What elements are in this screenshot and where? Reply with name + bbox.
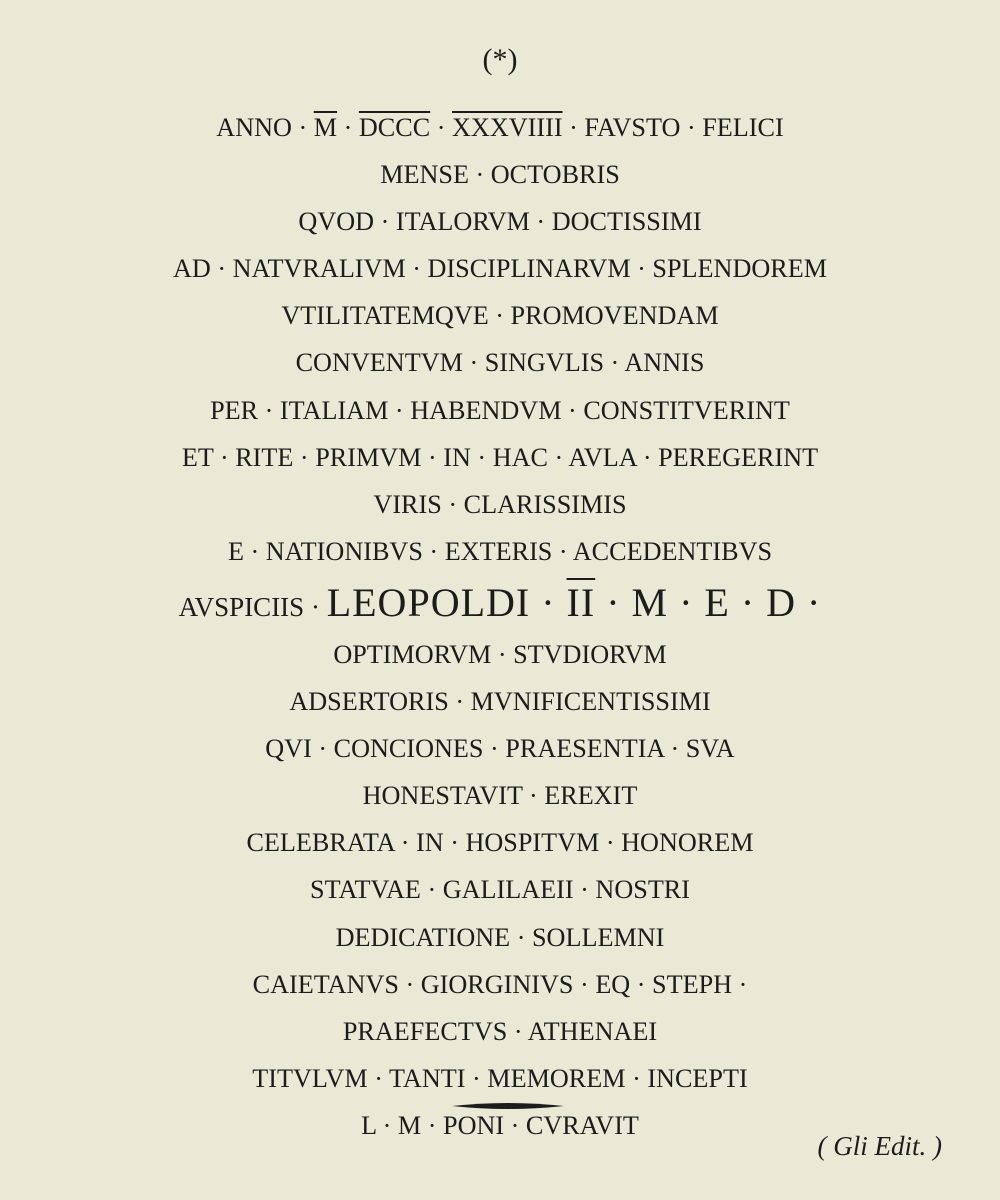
inscription-line <box>0 151 1000 198</box>
inscription-text: CELEBRATA · IN · HOSPITVM · HONOREM <box>246 828 754 858</box>
inscription-line <box>0 819 1000 866</box>
overlined-numeral: $\overline{M}$ <box>313 113 338 142</box>
ornamental-rule <box>452 1101 564 1111</box>
inscription-text: ET · RITE · PRIMVM · IN · HAC · AVLA · PEREGERINT <box>181 442 819 472</box>
inscription-text: CONVENTVM · SINGVLIS · ANNIS <box>295 348 705 378</box>
inscription-text: VTILITATEMQVE · PROMOVENDAM <box>281 301 719 331</box>
inscription-text: AVSPICIIS · <box>178 591 327 622</box>
inscription-line <box>0 1008 1000 1055</box>
inscription-text: AD · NATVRALIVM · DISCIPLINARVM · SPLENDOREM <box>172 254 828 284</box>
inscription-line <box>0 339 1000 386</box>
inscription-text: ANNO · <box>216 113 314 142</box>
overlined-numeral: $\overline{II}$ <box>566 579 596 625</box>
inscription-line <box>0 961 1000 1008</box>
inscription-text: DEDICATIONE · SOLLEMNI <box>335 922 665 952</box>
inscription-line <box>0 245 1000 292</box>
inscription-line <box>0 631 1000 678</box>
inscription-line <box>0 725 1000 772</box>
editors-signature: ( Gli Edit. ) <box>817 1131 942 1161</box>
inscription-text: MENSE · OCTOBRIS <box>380 160 620 190</box>
inscription-line <box>0 772 1000 819</box>
inscription-text: PRAEFECTVS · ATHENAEI <box>342 1016 658 1046</box>
inscription-text: CAIETANVS · GIORGINIVS · EQ · STEPH · <box>252 969 748 999</box>
inscription-text: · M · E · D · <box>595 579 822 625</box>
inscription-line <box>0 481 1000 528</box>
overlined-numeral: DCCC <box>358 113 431 142</box>
inscription-text: TITVLVM · TANTI · MEMOREM · INCEPTI <box>252 1063 748 1093</box>
inscription-line <box>0 866 1000 913</box>
inscription-line <box>0 914 1000 961</box>
inscription-text: · FAVSTO · FELICI <box>562 113 784 142</box>
inscription-text: E · NATIONIBVS · EXTERIS · ACCEDENTIBVS <box>227 536 773 566</box>
inscription-text: STATVAE · GALILAEII · NOSTRI <box>310 875 690 905</box>
inscription-text: · <box>337 113 359 142</box>
inscription-text: OPTIMORVM · STVDIORVM <box>333 639 667 669</box>
inscription-line <box>0 387 1000 434</box>
inscription-text: PER · ITALIAM · HABENDVM · CONSTITVERINT <box>210 395 790 425</box>
inscription-block <box>0 104 1000 1149</box>
inscription-text: QVOD · ITALORVM · DOCTISSIMI <box>298 207 702 237</box>
inscription-line <box>0 104 1000 151</box>
footnote-marker: (*) <box>482 43 518 76</box>
inscription-text: · <box>430 113 453 142</box>
inscription-line <box>0 528 1000 575</box>
inscription-line <box>0 434 1000 481</box>
inscription-text: ADSERTORIS · MVNIFICENTISSIMI <box>289 687 711 717</box>
inscription-line <box>0 1055 1000 1102</box>
inscription-text: LEOPOLDI · <box>326 579 567 625</box>
inscription-line <box>0 575 1000 631</box>
inscription-text: QVI · CONCIONES · PRAESENTIA · SVA <box>265 734 735 764</box>
inscription-line <box>0 198 1000 245</box>
inscription-text: HONESTAVIT · EREXIT <box>362 781 638 811</box>
inscription-line <box>0 678 1000 725</box>
inscription-line <box>0 292 1000 339</box>
inscription-text: VIRIS · CLARISSIMIS <box>373 489 627 519</box>
inscription-text: L · M · PONI · CVRAVIT <box>361 1110 639 1140</box>
overlined-numeral: XXXVIIII <box>452 113 563 142</box>
